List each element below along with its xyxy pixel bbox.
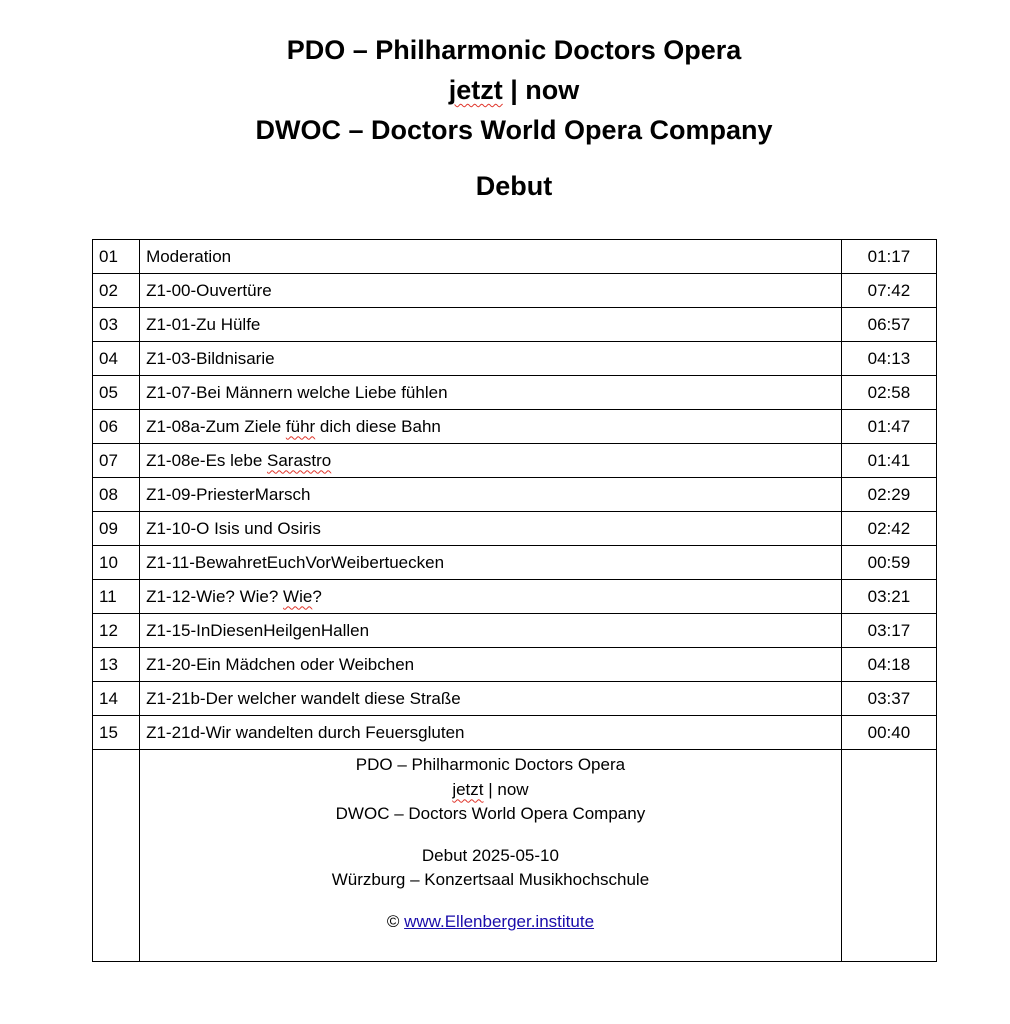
table-row <box>93 648 937 682</box>
track-title: Z1-21b-Der welcher wandelt diese Straße <box>140 682 842 716</box>
track-number: 05 <box>93 376 140 410</box>
track-duration: 04:18 <box>841 648 936 682</box>
track-duration: 01:41 <box>841 444 936 478</box>
table-row <box>93 512 937 546</box>
track-title: Z1-20-Ein Mädchen oder Weibchen <box>140 648 842 682</box>
table-row <box>93 546 937 580</box>
table-row <box>93 240 937 274</box>
footer-spacer <box>146 827 835 844</box>
track-title: Z1-10-O Isis und Osiris <box>140 512 842 546</box>
track-duration: 03:17 <box>841 614 936 648</box>
track-title: Z1-08a-Zum Ziele führ dich diese Bahn <box>140 410 842 444</box>
table-row <box>93 274 937 308</box>
footer-empty-left <box>93 750 140 962</box>
table-row <box>93 308 937 342</box>
track-number: 12 <box>93 614 140 648</box>
track-duration: 03:37 <box>841 682 936 716</box>
table-row <box>93 614 937 648</box>
track-duration: 01:17 <box>841 240 936 274</box>
track-duration: 01:47 <box>841 410 936 444</box>
track-title: Z1-01-Zu Hülfe <box>140 308 842 342</box>
footer-row <box>93 750 937 962</box>
table-row <box>93 444 937 478</box>
table-row <box>93 376 937 410</box>
track-title: Z1-12-Wie? Wie? Wie? <box>140 580 842 614</box>
title-line-pdo: PDO – Philharmonic Doctors Opera <box>286 35 742 65</box>
track-title: Moderation <box>140 240 842 274</box>
track-duration: 04:13 <box>841 342 936 376</box>
footer-venue: Würzburg – Konzertsaal Musikhochschule <box>331 870 650 889</box>
track-duration: 06:57 <box>841 308 936 342</box>
footer-line-now: | now <box>483 779 529 799</box>
footer-empty-right <box>841 750 936 962</box>
track-number: 03 <box>93 308 140 342</box>
table-row <box>93 716 937 750</box>
copyright-symbol: © <box>386 911 405 931</box>
track-number: 15 <box>93 716 140 750</box>
table-row <box>93 478 937 512</box>
spellcheck-word-fuehr: führ <box>285 416 316 436</box>
spellcheck-word-sarastro: Sarastro <box>267 450 332 470</box>
track-number: 01 <box>93 240 140 274</box>
track-title: Z1-21d-Wir wandelten durch Feuersgluten <box>140 716 842 750</box>
track-title: Z1-11-BewahretEuchVorWeibertuecken <box>140 546 842 580</box>
track-number: 02 <box>93 274 140 308</box>
track-duration: 00:40 <box>841 716 936 750</box>
track-title: Z1-07-Bei Männern welche Liebe fühlen <box>140 376 842 410</box>
track-title: Z1-09-PriesterMarsch <box>140 478 842 512</box>
track-number: 10 <box>93 546 140 580</box>
title-line-now: | now <box>502 75 580 105</box>
track-duration: 02:42 <box>841 512 936 546</box>
footer-line-pdo: PDO – Philharmonic Doctors Opera <box>355 755 626 774</box>
spellcheck-word-wie: Wie <box>283 586 313 606</box>
footer-line-dwoc: DWOC – Doctors World Opera Company <box>335 804 646 823</box>
track-title: Z1-03-Bildnisarie <box>140 342 842 376</box>
table-row <box>93 682 937 716</box>
track-title: Z1-08e-Es lebe Sarastro <box>140 444 842 478</box>
track-number: 13 <box>93 648 140 682</box>
document-title-block <box>0 30 1010 150</box>
title-line-jetzt-now <box>0 70 1010 110</box>
track-number: 09 <box>93 512 140 546</box>
track-number: 11 <box>93 580 140 614</box>
footer-copyright <box>146 910 835 935</box>
footer-event-date: Debut 2025-05-10 <box>421 845 559 865</box>
debut-heading: Debut <box>475 171 553 201</box>
track-number: 04 <box>93 342 140 376</box>
track-title: Z1-00-Ouvertüre <box>140 274 842 308</box>
table-row <box>93 342 937 376</box>
spellcheck-word-jetzt: jetzt <box>452 779 484 799</box>
footer-credits <box>140 750 842 962</box>
track-number: 07 <box>93 444 140 478</box>
footer-line-jetzt-now <box>146 778 835 803</box>
track-number: 08 <box>93 478 140 512</box>
track-title: Z1-15-InDiesenHeilgenHallen <box>140 614 842 648</box>
table-row <box>93 410 937 444</box>
track-duration: 03:21 <box>841 580 936 614</box>
track-number: 14 <box>93 682 140 716</box>
footer-spacer <box>146 893 835 910</box>
table-row <box>93 580 937 614</box>
track-duration: 00:59 <box>841 546 936 580</box>
track-duration: 07:42 <box>841 274 936 308</box>
ellenberger-institute-link[interactable]: www.Ellenberger.institute <box>404 911 595 931</box>
track-duration: 02:29 <box>841 478 936 512</box>
track-number: 06 <box>93 410 140 444</box>
tracklist-body <box>93 240 937 962</box>
spellcheck-word-jetzt: jetzt <box>448 75 503 105</box>
tracklist-table <box>92 239 937 962</box>
track-duration: 02:58 <box>841 376 936 410</box>
title-line-dwoc: DWOC – Doctors World Opera Company <box>255 115 773 145</box>
